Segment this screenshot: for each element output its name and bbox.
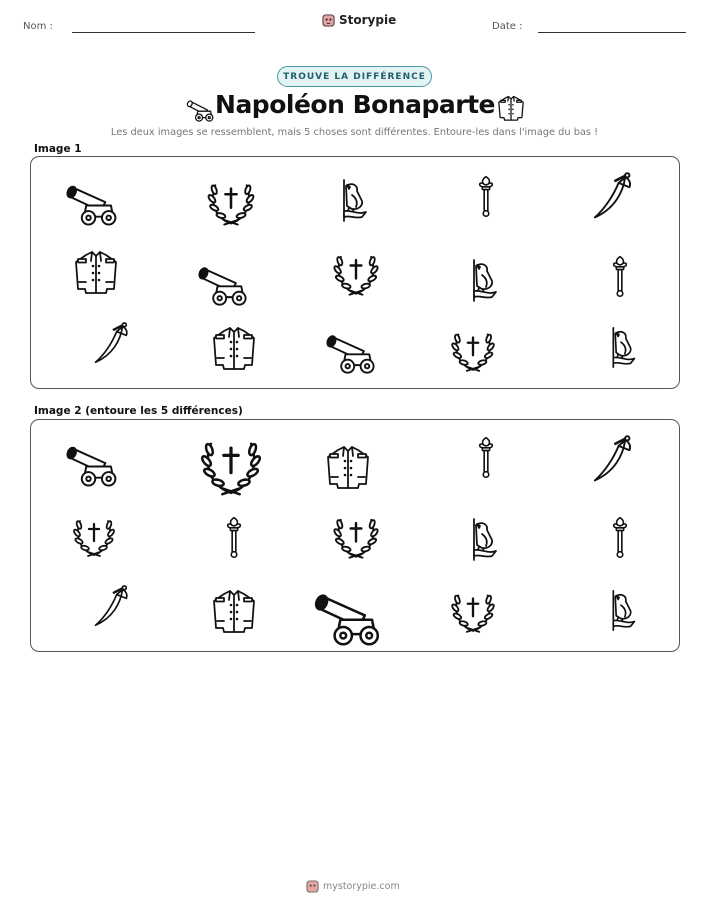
laurel-wreath-icon — [329, 245, 383, 299]
laurel-wreath-icon[interactable] — [329, 508, 383, 562]
cannon-icon[interactable] — [313, 578, 385, 650]
saber-icon — [85, 321, 133, 369]
cannon-icon — [325, 323, 379, 377]
image2-label: Image 2 (entoure les 5 différences) — [34, 405, 243, 417]
image1-label: Image 1 — [34, 143, 82, 155]
page-title: Napoléon Bonaparte — [215, 90, 495, 119]
cannon-icon — [197, 255, 251, 309]
cannon-icon — [65, 173, 121, 229]
cannon-icon[interactable] — [65, 434, 121, 490]
military-jacket-icon — [494, 92, 528, 124]
eagle-icon — [457, 255, 507, 305]
eagle-icon — [597, 323, 645, 371]
scepter-icon — [463, 173, 509, 219]
laurel-wreath-icon[interactable] — [447, 584, 499, 636]
date-label: Date : — [492, 21, 523, 32]
scepter-icon — [597, 253, 643, 299]
footer-url[interactable]: mystorypie.com — [323, 881, 400, 892]
activity-tag: TROUVE LA DIFFÉRENCE — [277, 66, 432, 87]
scepter-icon[interactable] — [597, 514, 643, 560]
footer — [306, 880, 400, 893]
saber-icon[interactable] — [85, 584, 133, 632]
storypie-logo-icon — [322, 14, 335, 27]
saber-icon[interactable] — [583, 434, 637, 488]
laurel-wreath-icon — [203, 173, 259, 229]
date-field[interactable] — [538, 32, 686, 33]
image2-panel[interactable] — [30, 419, 680, 652]
eagle-icon[interactable] — [457, 514, 507, 564]
military-jacket-icon[interactable] — [323, 442, 373, 492]
laurel-wreath-icon[interactable] — [69, 510, 119, 560]
eagle-icon[interactable] — [597, 586, 645, 634]
scepter-icon[interactable] — [463, 434, 509, 480]
military-jacket-icon — [209, 323, 259, 373]
storypie-logo-icon — [306, 880, 319, 893]
laurel-wreath-icon — [447, 323, 499, 375]
military-jacket-icon[interactable] — [209, 586, 259, 636]
brand — [322, 13, 396, 27]
scepter-icon[interactable] — [211, 514, 257, 560]
brand-name: Storypie — [339, 13, 397, 27]
name-field[interactable] — [72, 32, 255, 33]
image1-panel — [30, 156, 680, 389]
name-label: Nom : — [23, 21, 53, 32]
saber-icon — [583, 171, 637, 225]
military-jacket-icon — [71, 247, 121, 297]
laurel-wreath-icon[interactable] — [195, 428, 267, 500]
instructions: Les deux images se ressemblent, mais 5 choses sont différentes. Entoure-les dans l'image du bas ! — [110, 127, 599, 138]
eagle-icon — [327, 175, 377, 225]
